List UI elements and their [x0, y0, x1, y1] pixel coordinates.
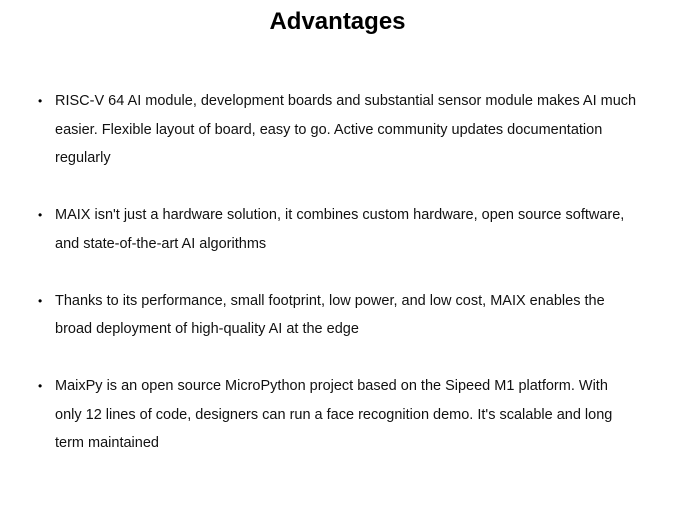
slide-title: Advantages — [269, 8, 406, 35]
bullet-text: RISC-V 64 AI module, development boards and substantial sensor module makes AI much easier. Flexible layout of board, easy to go. Active community updates documentation regularly — [55, 93, 637, 166]
bullet-item — [38, 87, 638, 173]
bullet-marker: • — [38, 208, 43, 222]
bullet-item — [38, 287, 638, 344]
bullet-marker: • — [38, 293, 43, 308]
bullet-list — [38, 87, 638, 486]
bullet-marker: • — [38, 94, 43, 108]
bullet-item — [38, 372, 638, 458]
bullet-text: MAIX isn't just a hardware solution, it combines custom hardware, open source software, and state-of-the-art AI algorithms — [55, 207, 625, 252]
bullet-text: MaixPy is an open source MicroPython project based on the Sipeed M1 platform. With only 12 lines of code, designers can run a face recognition demo. It's scalable and long term maintained — [55, 378, 613, 451]
bullet-text: Thanks to its performance, small footprint, low power, and low cost, MAIX enables the broad deployment of high-quality AI at the edge — [55, 292, 605, 337]
bullet-marker: • — [38, 379, 43, 393]
bullet-item — [38, 201, 638, 258]
